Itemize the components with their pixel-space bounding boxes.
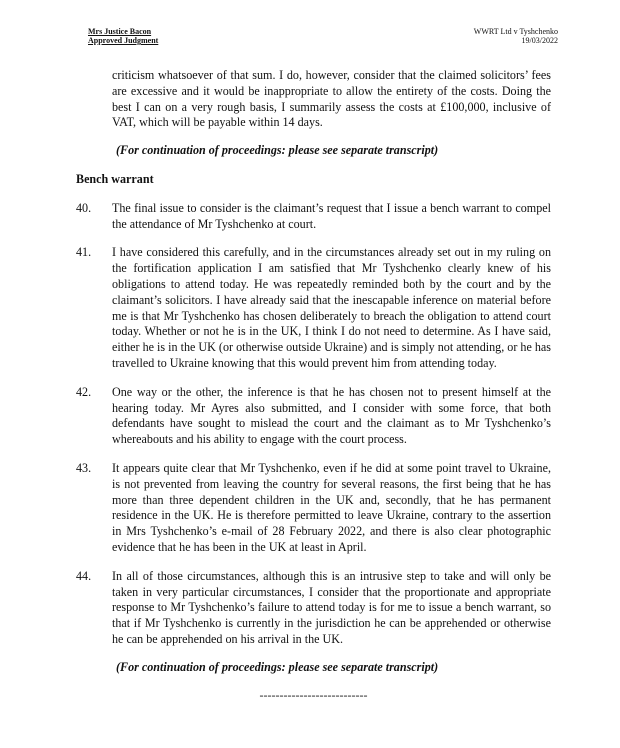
transcript-note: (For continuation of proceedings: please see separate transcript) — [116, 659, 439, 674]
continued-paragraph — [76, 68, 551, 131]
paragraph-41 — [76, 245, 551, 371]
judge-name: Mrs Justice Bacon — [88, 27, 152, 36]
continued-paragraph-text: criticism whatsoever of that sum. I do, however, consider that the claimed solicitors’ fees are excessive and it would be inappropriate to allow the entirety of the costs. Doing the best I can on a very rough basis, I summarily assess the costs at £100,000, inclusive of VAT, which will be payable within 14 days. — [112, 68, 551, 130]
transcript-note: (For continuation of proceedings: please see separate transcript) — [116, 143, 439, 158]
paragraph-number: 40. — [76, 200, 92, 215]
paragraph-42 — [76, 385, 551, 448]
paragraph-43 — [76, 461, 551, 556]
paragraph-number: 44. — [76, 568, 92, 583]
end-divider: --------------------------- — [259, 687, 368, 702]
judgment-date: 19/03/2022 — [521, 36, 558, 45]
case-name: WWRT Ltd v Tyshchenko — [473, 27, 558, 36]
header-right — [474, 27, 558, 45]
paragraph-text: One way or the other, the inference is that he has chosen not to present himself at the hearing today. Mr Ayres also submitted, and I consider with some force, that both defendants have sought to mislead the court and the claimant as to Mr Tyshchenko’s whereabouts and his ability to engage with the court process. — [112, 384, 551, 447]
paragraph-text: In all of those circumstances, although this is an intrusive step to take and will only be taken in very particular circumstances, I consider that the proportionate and appropriate response to Mr Tyshchenko’s failure to attend today is for me to issue a bench warrant, so that if Mr Tyshchenko is currently in the jurisdiction he can be apprehended or otherwise he can be apprehended on his arrival in the UK. — [112, 568, 551, 646]
header-left — [88, 27, 158, 45]
paragraph-40 — [76, 201, 551, 233]
judgment-body — [76, 68, 551, 702]
paragraph-text: The final issue to consider is the claimant’s request that I issue a bench warrant to compel the attendance of Mr Tyshchenko at court. — [112, 200, 551, 231]
paragraph-number: 42. — [76, 384, 92, 399]
paragraph-44 — [76, 569, 551, 648]
paragraph-number: 41. — [76, 245, 92, 260]
paragraph-text: I have considered this carefully, and in the circumstances already set out in my ruling on the fortification application I am satisfied that Mr Tyshchenko clearly knew of his obligations to attend today. He was repeatedly reminded both by the court and by the claimant’s solicitors. I have already said that the inescapable inference on material before me is that Mr Tyshchenko has chosen deliberately to breach the obligation to attend court today. Whether or not he is in the UK, I think I do not need to determine. As I have said, either he is in the UK (or otherwise outside Ukraine) and is simply not attending, or he has travelled to Ukraine knowing that this would prevent him from attending today. — [112, 245, 551, 370]
paragraph-number: 43. — [76, 460, 92, 475]
section-heading: Bench warrant — [76, 171, 154, 186]
judgment-type: Approved Judgment — [88, 36, 159, 45]
paragraph-text: It appears quite clear that Mr Tyshchenko, even if he did at some point travel to Ukraine, is not prevented from leaving the country for several reasons, the first being that he has more than three dependent children in the UK and, secondly, that he has permanent residence in the UK. He is therefore permitted to leave Ukraine, contrary to the assertion in Mrs Tyshchenko’s e-mail of 28 February 2022, and there is also clear photographic evidence that he has been in the UK at least in April. — [112, 460, 551, 554]
